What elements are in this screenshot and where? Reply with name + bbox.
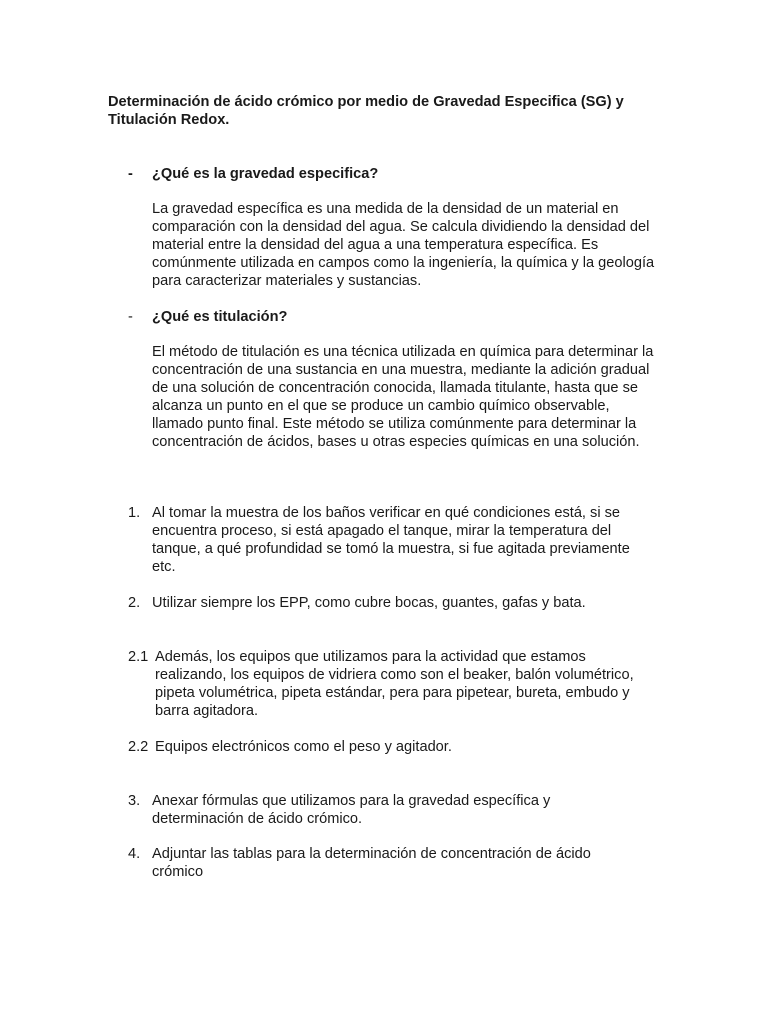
section-bullet: -: [128, 309, 133, 325]
step-number: 4.: [128, 846, 141, 862]
step-text: Anexar fórmulas que utilizamos para la gravedad específica y determinación de ácido crómico.: [152, 793, 551, 828]
step-text: Utilizar siempre los EPP, como cubre bocas, guantes, gafas y bata.: [152, 595, 586, 611]
step-text: Adjuntar las tablas para la determinación de concentración de ácido crómico: [152, 846, 591, 881]
section-question: ¿Qué es titulación?: [152, 309, 288, 325]
step-text: Equipos electrónicos como el peso y agitador.: [155, 739, 452, 755]
step-number: 2.1: [128, 649, 149, 665]
step-number: 2.2: [128, 739, 149, 755]
document-title: Determinación de ácido crómico por medio de Gravedad Especifica (SG) y Titulación Redox.: [108, 94, 624, 129]
step-text: Además, los equipos que utilizamos para la actividad que estamos realizando, los equipos de vidriera como son el beaker, balón volumétrico, pipeta volumétrica, pipeta estándar, pera para pipetear, bureta, embudo y barra agitadora.: [155, 649, 634, 720]
section-answer: La gravedad específica es una medida de la densidad de un material en comparación con la densidad del agua. Se calcula dividiendo la densidad del material entre la densidad del agua a una temperatura específica. Es comúnmente utilizada en campos como la ingeniería, la química y la geología para caracterizar materiales y sustancias.: [152, 201, 655, 290]
step-number: 1.: [128, 505, 141, 521]
section-question: ¿Qué es la gravedad especifica?: [152, 166, 379, 182]
section-bullet: -: [128, 166, 133, 182]
section-answer: El método de titulación es una técnica utilizada en química para determinar la concentración de una sustancia en una muestra, mediante la adición gradual de una solución de concentración conocida, llamada titulante, hasta que se alcanza un punto en el que se produce un cambio químico observable, llamado punto final. Este método se utiliza comúnmente para determinar la concentración de ácidos, bases u otras especies químicas en una solución.: [152, 344, 654, 451]
step-number: 2.: [128, 595, 141, 611]
step-text: Al tomar la muestra de los baños verificar en qué condiciones está, si se encuentra proceso, si está apagado el tanque, mirar la temperatura del tanque, a qué profundidad se tomó la muestra, si fue agitada previamente etc.: [152, 505, 630, 576]
step-number: 3.: [128, 793, 141, 809]
